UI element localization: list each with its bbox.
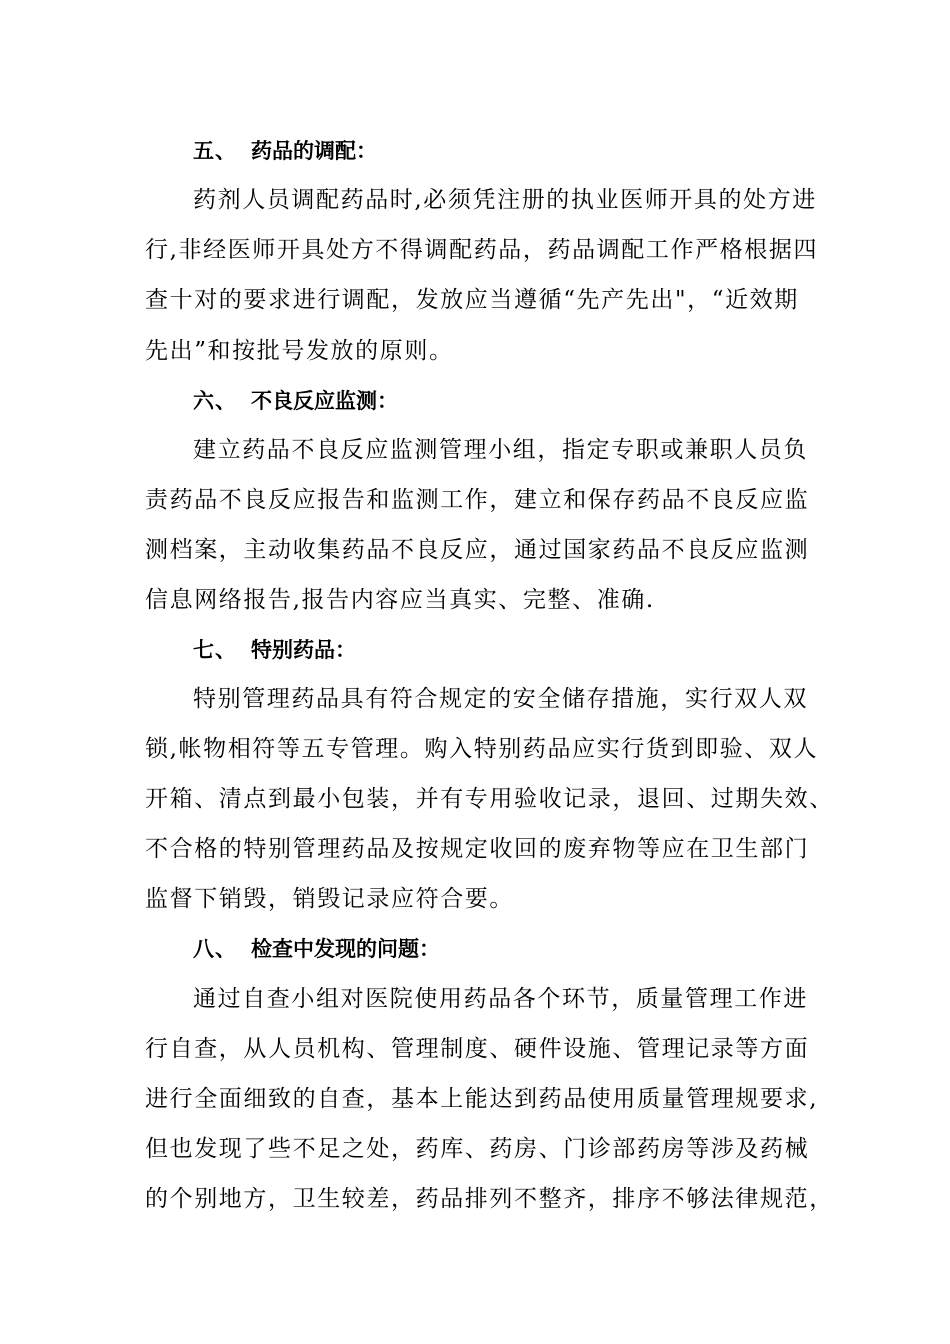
section-title: 药品的调配： <box>251 139 377 163</box>
paragraph-line: 建立药品不良反应监测管理小组，指定专职或兼职人员负 <box>193 437 808 463</box>
paragraph-line: 测档案，主动收集药品不良反应，通过国家药品不良反应监测 <box>145 537 810 563</box>
paragraph-line: 但也发现了些不足之处，药库、药房、门诊部药房等涉及药械 <box>145 1136 810 1162</box>
paragraph-line: 行自查，从人员机构、管理制度、硬件设施、管理记录等方面 <box>145 1036 810 1062</box>
paragraph-line: 不合格的特别管理药品及按规定收回的废弃物等应在卫生部门 <box>145 836 810 862</box>
paragraph-line: 锁,帐物相符等五专管理。购入特别药品应实行货到即验、双人 <box>145 736 819 762</box>
section-heading-7 <box>193 635 356 665</box>
section-number: 八、 <box>193 937 237 961</box>
paragraph-line: 信息网络报告,报告内容应当真实、完整、准确. <box>145 587 655 613</box>
paragraph-line: 先出”和按批号发放的原则。 <box>145 338 454 364</box>
section-heading-6 <box>193 386 398 416</box>
paragraph-line: 责药品不良反应报告和监测工作，建立和保存药品不良反应监 <box>145 487 810 513</box>
paragraph-line: 特别管理药品具有符合规定的安全储存措施，实行双人双 <box>193 686 808 712</box>
paragraph-line: 查十对的要求进行调配，发放应当遵循“先产先出"，“近效期 <box>145 287 799 313</box>
section-number: 六、 <box>193 389 237 413</box>
section-heading-5 <box>193 136 377 166</box>
paragraph-line: 的个别地方，卫生较差，药品排列不整齐，排序不够法律规范， <box>145 1186 834 1212</box>
paragraph-line: 进行全面细致的自查，基本上能达到药品使用质量管理规要求, <box>145 1086 819 1112</box>
paragraph-line: 监督下销毁，销毁记录应符合要。 <box>145 886 514 912</box>
section-title: 特别药品： <box>251 638 356 662</box>
paragraph-line: 行,非经医师开具处方不得调配药品，药品调配工作严格根据四 <box>145 237 819 263</box>
paragraph-line: 药剂人员调配药品时,必须凭注册的执业医师开具的处方进 <box>193 187 817 213</box>
section-heading-8 <box>193 934 440 964</box>
section-number: 五、 <box>193 139 237 163</box>
paragraph-line: 通过自查小组对医院使用药品各个环节，质量管理工作进 <box>193 986 808 1012</box>
paragraph-line: 开箱、清点到最小包装，并有专用验收记录，退回、过期失效、 <box>145 786 834 812</box>
section-title: 不良反应监测： <box>251 389 398 413</box>
section-title: 检查中发现的问题： <box>251 937 440 961</box>
section-number: 七、 <box>193 638 237 662</box>
